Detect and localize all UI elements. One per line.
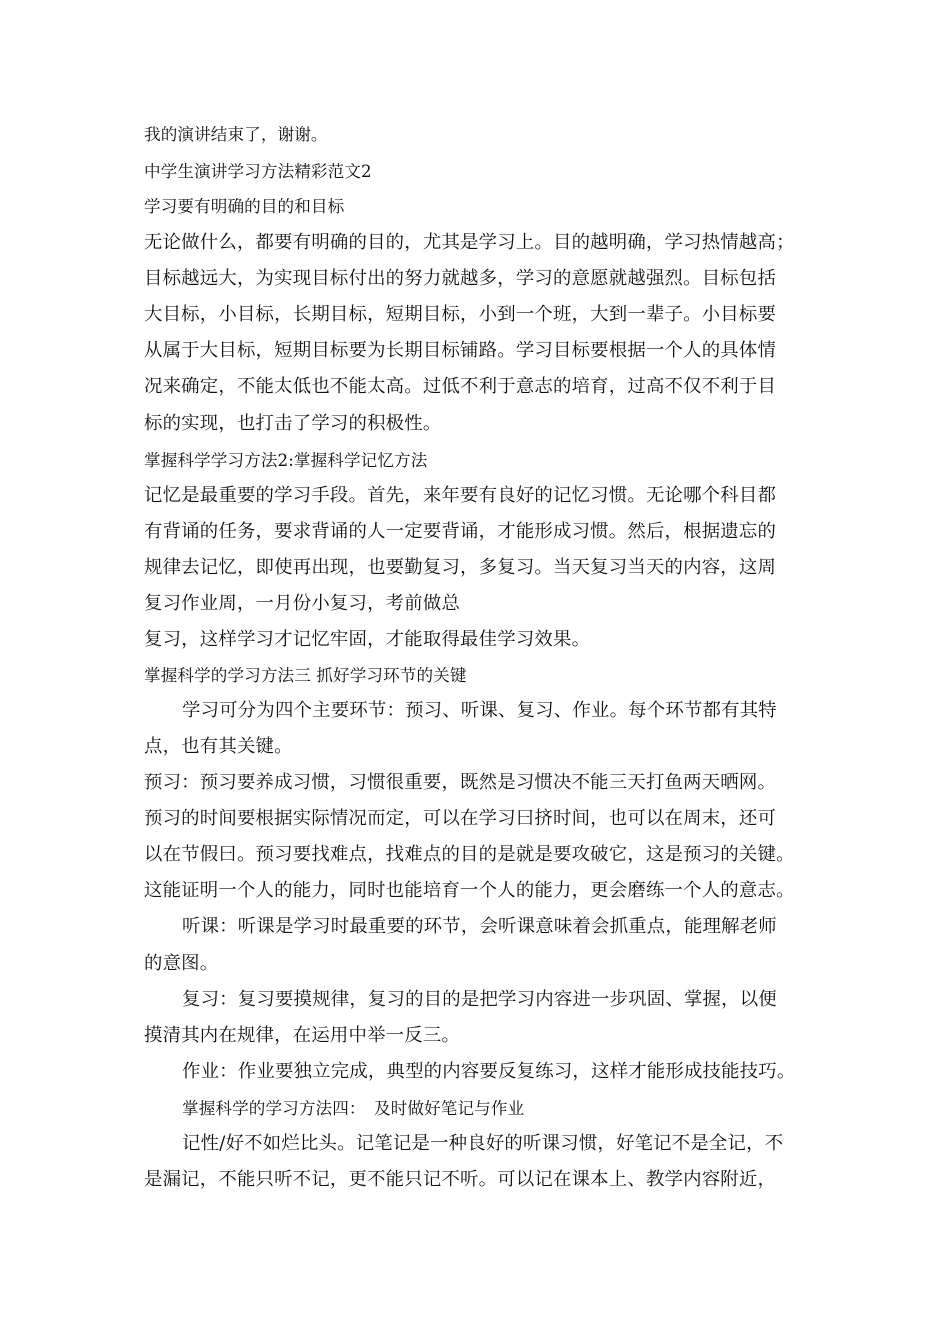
paragraph-line: 记忆是最重要的学习手段。首先，来年要有良好的记忆习惯。无论哪个科目都 [144, 485, 777, 506]
paragraph-line: 复习作业周，一月份小复习，考前做总 [144, 593, 461, 614]
paragraph-line: 预习的时间要根据实际情况而定，可以在学习曰挤时间，也可以在周末，还可 [144, 808, 777, 829]
paragraph-line: 大目标，小目标，长期目标，短期目标，小到一个班，大到一辈子。小目标要 [144, 304, 777, 325]
section-heading-goals: 学习要有明确的目的和目标 [144, 197, 345, 216]
paragraph-line: 无论做什么，都要有明确的目的，尤其是学习上。目的越明确，学习热情越高； [144, 232, 795, 253]
section-heading-notes: 掌握科学的学习方法四： 及时做好笔记与作业 [182, 1099, 525, 1118]
paragraph-line: 学习可分为四个主要环节：预习、听课、复习、作业。每个环节都有其特 [182, 700, 777, 721]
paragraph-line: 复习：复习要摸规律，复习的目的是把学习内容进一步巩固、掌握，以便 [182, 989, 777, 1010]
section-heading-key-steps: 掌握科学的学习方法三 抓好学习环节的关键 [144, 666, 467, 685]
paragraph-line: 况来确定，不能太低也不能太高。过低不利于意志的培育，过高不仅不利于目 [144, 376, 777, 397]
paragraph-line: 目标越远大，为实现目标付出的努力就越多，学习的意愿就越强烈。目标包括 [144, 268, 777, 289]
paragraph-line: 的意图。 [144, 953, 219, 974]
paragraph-line: 以在节假曰。预习要找难点，找难点的目的是就是要攻破它，这是预习的关键。 [144, 844, 795, 865]
paragraph-line: 是漏记，不能只听不记，更不能只记不听。可以记在课本上、教学内容附近， [144, 1169, 777, 1190]
paragraph-line: 点，也有其关键。 [144, 736, 293, 757]
paragraph-line: 摸清其内在规律，在运用中举一反三。 [144, 1025, 461, 1046]
paragraph-line: 有背诵的任务，要求背诵的人一定要背诵，才能形成习惯。然后，根据遗忘的 [144, 521, 777, 542]
paragraph-line: 标的实现，也打击了学习的积极性。 [144, 413, 442, 434]
paragraph-line: 规律去记忆，即使再出现，也要勤复习，多复习。当天复习当天的内容，这周 [144, 557, 777, 578]
paragraph-line: 从属于大目标，短期目标要为长期目标铺路。学习目标要根据一个人的具体情 [144, 340, 777, 361]
section-heading-memory: 掌握科学学习方法2:掌握科学记忆方法 [144, 451, 428, 470]
paragraph-line: 作业：作业要独立完成，典型的内容要反复练习，这样才能形成技能技巧。 [182, 1061, 796, 1082]
paragraph-line: 预习：预习要养成习惯，习惯很重要，既然是习惯决不能三天打鱼两天晒网。 [144, 772, 777, 793]
paragraph-line: 记性/好不如烂比头。记笔记是一种良好的听课习惯，好笔记不是全记，不 [182, 1133, 784, 1154]
paragraph-line: 听课：听课是学习时最重要的环节，会听课意味着会抓重点，能理解老师 [182, 916, 777, 937]
paragraph-line: 这能证明一个人的能力，同时也能培育一个人的能力，更会磨练一个人的意志。 [144, 880, 795, 901]
paragraph-line: 复习，这样学习才记忆牢固，才能取得最佳学习效果。 [144, 629, 591, 650]
closing-line: 我的演讲结束了，谢谢。 [144, 125, 328, 144]
article-title: 中学生演讲学习方法精彩范文2 [144, 162, 372, 181]
